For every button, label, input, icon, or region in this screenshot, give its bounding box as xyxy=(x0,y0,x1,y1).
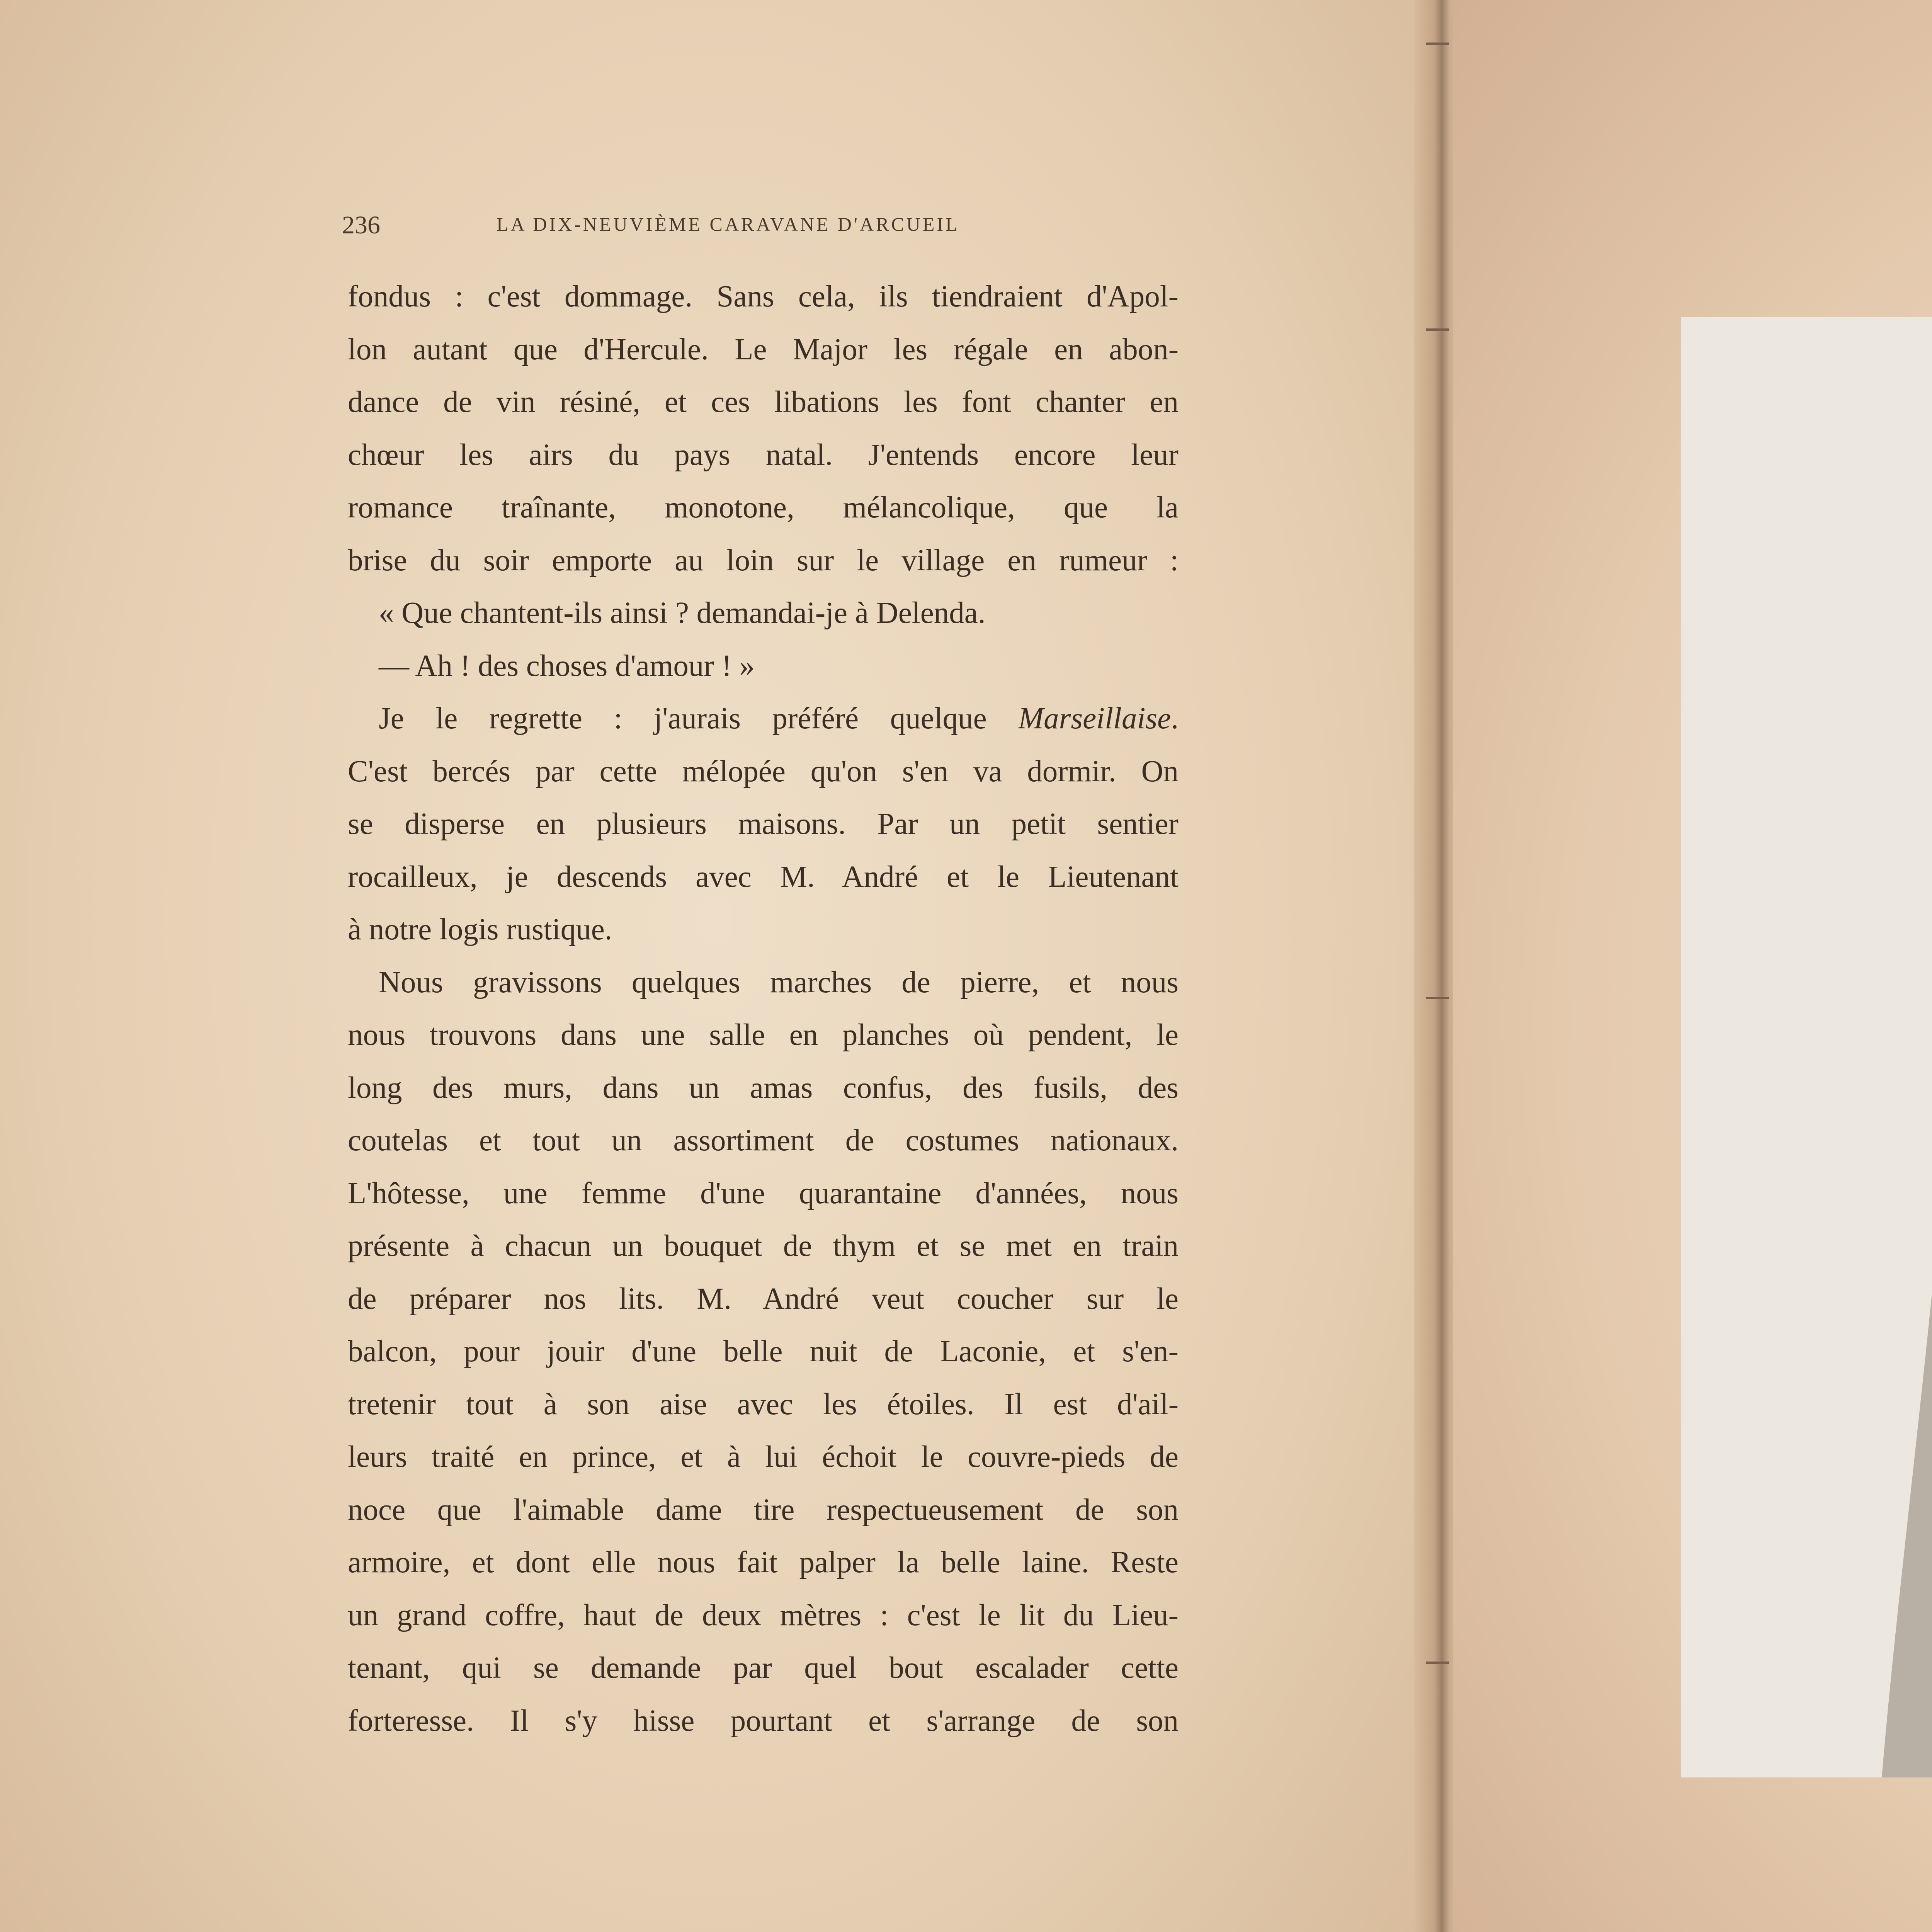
italic-tail: . xyxy=(1171,702,1179,735)
text-line: coutelas et tout un assortiment de costumes nationaux. xyxy=(348,1124,1179,1157)
binding-stitch xyxy=(1426,43,1449,45)
text-line: L'hôtesse, une femme d'une quarantaine d'années, nous xyxy=(348,1176,1179,1210)
text-line: Nous gravissons quelques marches de pierre, et nous xyxy=(379,965,1179,999)
text-line: long des murs, dans un amas confus, des fusils, des xyxy=(348,1071,1179,1105)
running-title: LA DIX-NEUVIÈME CARAVANE D'ARCUEIL xyxy=(497,213,960,235)
phototype-plate-church-ruins xyxy=(1681,317,1932,1777)
page-number: 236 xyxy=(342,211,380,239)
binding-stitch xyxy=(1426,1662,1449,1664)
text-line: « Que chantent-ils ainsi ? demandai-je à Delenda. xyxy=(379,596,986,630)
text-line: C'est bercés par cette mélopée qu'on s'en va dormir. On xyxy=(348,754,1179,788)
text-line: chœur les airs du pays natal. J'entends encore leur xyxy=(348,438,1179,472)
text-line-with-italic xyxy=(348,692,1179,745)
text-line: de préparer nos lits. M. André veut coucher sur le xyxy=(348,1282,1179,1316)
landscape-illustration xyxy=(1681,317,1932,1777)
body-text xyxy=(348,270,1179,1747)
text-line: un grand coffre, haut de deux mètres : c'est le lit du Lieu- xyxy=(348,1598,1179,1632)
text-line: se disperse en plusieurs maisons. Par un petit sentier xyxy=(348,807,1179,841)
text-line: romance traînante, monotone, mélancolique, que la xyxy=(348,491,1179,524)
text-line-lead: Je le regrette : j'aurais préféré quelque xyxy=(379,702,987,735)
text-line: tenant, qui se demande par quel bout escalader cette xyxy=(348,1651,1179,1685)
text-line: brise du soir emporte au loin sur le village en rumeur : xyxy=(348,543,1179,577)
text-line: tretenir tout à son aise avec les étoiles. Il est d'ail- xyxy=(348,1387,1179,1421)
text-line: forteresse. Il s'y hisse pourtant et s'arrange de son xyxy=(348,1704,1179,1738)
text-line: rocailleux, je descends avec M. André et le Lieutenant xyxy=(348,860,1179,894)
text-line: fondus : c'est dommage. Sans cela, ils tiendraient d'Apol- xyxy=(348,280,1179,313)
text-line: dance de vin résiné, et ces libations les font chanter en xyxy=(348,385,1179,419)
text-line: — Ah ! des choses d'amour ! » xyxy=(379,649,755,683)
text-line: lon autant que d'Hercule. Le Major les régale en abon- xyxy=(348,332,1179,366)
text-line: balcon, pour jouir d'une belle nuit de Laconie, et s'en- xyxy=(348,1335,1179,1368)
text-line: noce que l'aimable dame tire respectueusement de son xyxy=(348,1493,1179,1527)
text-line: nous trouvons dans une salle en planches où pendent, le xyxy=(348,1018,1179,1052)
italic-word: Marseillaise xyxy=(1018,702,1171,735)
text-line: leurs traité en prince, et à lui échoit le couvre-pieds de xyxy=(348,1440,1179,1474)
binding-stitch xyxy=(1426,997,1449,999)
binding-stitch xyxy=(1426,328,1449,331)
text-line: armoire, et dont elle nous fait palper la belle laine. Reste xyxy=(348,1546,1179,1579)
text-line: présente à chacun un bouquet de thym et se met en train xyxy=(348,1229,1179,1263)
running-head xyxy=(342,211,1184,249)
text-line: à notre logis rustique. xyxy=(348,913,612,946)
